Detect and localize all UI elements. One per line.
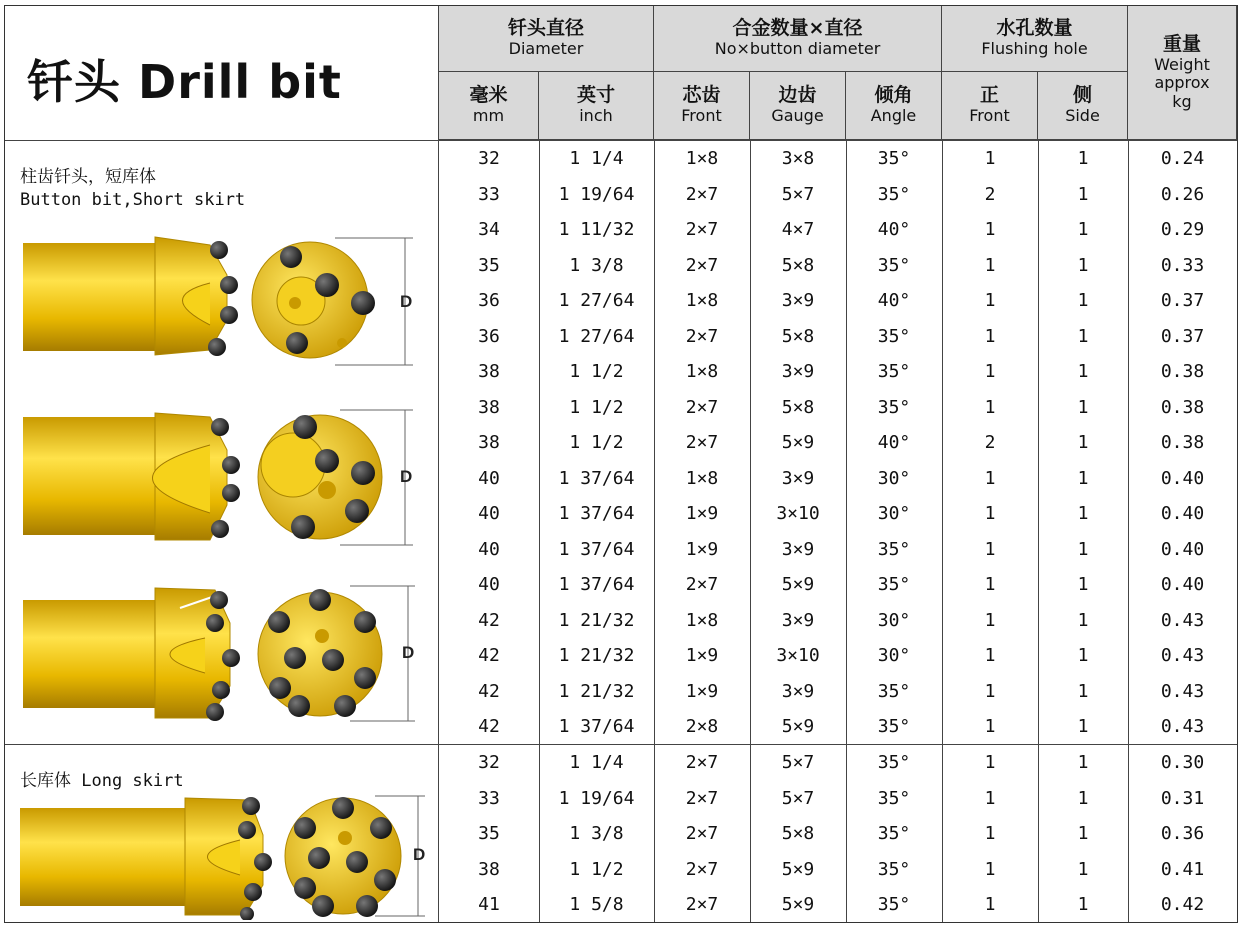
cell-inch: 1 5/8 bbox=[569, 894, 624, 916]
table-row bbox=[439, 887, 1237, 923]
cell-front: 2×7 bbox=[685, 574, 719, 596]
header-angle-en: Angle bbox=[870, 106, 917, 126]
cell-inch: 1 37/64 bbox=[558, 538, 635, 560]
header-diameter bbox=[439, 6, 654, 72]
table-row bbox=[439, 745, 1237, 781]
cell-flush-side: 1 bbox=[1077, 823, 1089, 845]
header-alloy-en: No×button diameter bbox=[714, 39, 881, 59]
cell-front: 2×7 bbox=[685, 823, 719, 845]
table-row bbox=[439, 390, 1237, 426]
cell-inch: 1 21/32 bbox=[558, 645, 635, 667]
cell-inch: 1 37/64 bbox=[558, 574, 635, 596]
cell-inch: 1 1/2 bbox=[569, 858, 624, 880]
cell-gauge: 3×8 bbox=[781, 148, 815, 170]
cell-flush-side: 1 bbox=[1077, 467, 1089, 489]
header-inch-cn: 英寸 bbox=[576, 84, 615, 107]
cell-gauge: 5×7 bbox=[781, 752, 815, 774]
cell-inch: 1 1/2 bbox=[569, 396, 624, 418]
cell-flush-front: 1 bbox=[984, 609, 996, 631]
cell-flush-side: 1 bbox=[1077, 148, 1089, 170]
cell-weight: 0.40 bbox=[1160, 467, 1205, 489]
header-flushing-cn: 水孔数量 bbox=[996, 17, 1073, 40]
drill-bit-illustration-1 bbox=[5, 225, 438, 375]
cell-flush-front: 1 bbox=[984, 858, 996, 880]
cell-weight: 0.38 bbox=[1160, 396, 1205, 418]
cell-angle: 35° bbox=[877, 787, 911, 809]
cell-flush-side: 1 bbox=[1077, 787, 1089, 809]
header-mm-cn: 毫米 bbox=[469, 84, 508, 107]
cell-flush-front: 1 bbox=[984, 361, 996, 383]
cell-flush-front: 1 bbox=[984, 574, 996, 596]
cell-mm: 40 bbox=[478, 538, 500, 560]
cell-inch: 1 19/64 bbox=[558, 183, 635, 205]
cell-front: 2×8 bbox=[685, 716, 719, 738]
table-row bbox=[439, 638, 1237, 674]
cell-angle: 35° bbox=[877, 680, 911, 702]
cell-flush-front: 1 bbox=[984, 254, 996, 276]
cell-weight: 0.37 bbox=[1160, 290, 1205, 312]
cell-mm: 35 bbox=[478, 254, 500, 276]
header-gauge bbox=[750, 72, 846, 140]
header-flushing-en: Flushing hole bbox=[981, 39, 1088, 59]
cell-inch: 1 3/8 bbox=[569, 254, 624, 276]
drill-bit-illustration-3 bbox=[5, 578, 438, 728]
cell-gauge: 5×7 bbox=[781, 183, 815, 205]
cell-angle: 35° bbox=[877, 148, 911, 170]
cell-front: 1×8 bbox=[685, 148, 719, 170]
cell-flush-side: 1 bbox=[1077, 538, 1089, 560]
header-mm bbox=[439, 72, 539, 140]
cell-flush-front: 1 bbox=[984, 680, 996, 702]
cell-mm: 34 bbox=[478, 219, 500, 241]
table-row bbox=[439, 816, 1237, 852]
cell-angle: 35° bbox=[877, 894, 911, 916]
cell-flush-side: 1 bbox=[1077, 609, 1089, 631]
cell-mm: 36 bbox=[478, 325, 500, 347]
cell-inch: 1 1/4 bbox=[569, 148, 624, 170]
cell-weight: 0.30 bbox=[1160, 752, 1205, 774]
cell-front: 2×7 bbox=[685, 858, 719, 880]
cell-gauge: 3×10 bbox=[776, 645, 820, 667]
table-row bbox=[439, 852, 1237, 888]
header-angle-cn: 倾角 bbox=[874, 84, 913, 107]
cell-front: 2×7 bbox=[685, 894, 719, 916]
cell-flush-front: 1 bbox=[984, 645, 996, 667]
cell-flush-front: 1 bbox=[984, 467, 996, 489]
cell-weight: 0.26 bbox=[1160, 183, 1205, 205]
cell-mm: 35 bbox=[478, 823, 500, 845]
cell-angle: 40° bbox=[877, 432, 911, 454]
cell-flush-front: 1 bbox=[984, 148, 996, 170]
table-row bbox=[439, 319, 1237, 355]
header-mm-en: mm bbox=[472, 106, 505, 126]
section-short-skirt-cn: 柱齿钎头，短库体 bbox=[20, 167, 156, 187]
cell-gauge: 3×10 bbox=[776, 503, 820, 525]
cell-inch: 1 37/64 bbox=[558, 467, 635, 489]
cell-flush-side: 1 bbox=[1077, 219, 1089, 241]
cell-angle: 35° bbox=[877, 858, 911, 880]
cell-weight: 0.40 bbox=[1160, 574, 1205, 596]
header-weight-en: Weight bbox=[1154, 54, 1210, 74]
cell-angle: 40° bbox=[877, 219, 911, 241]
cell-gauge: 5×9 bbox=[781, 894, 815, 916]
cell-weight: 0.43 bbox=[1160, 680, 1205, 702]
cell-inch: 1 37/64 bbox=[558, 503, 635, 525]
cell-flush-front: 1 bbox=[984, 538, 996, 560]
header-angle bbox=[846, 72, 942, 140]
cell-angle: 30° bbox=[877, 503, 911, 525]
cell-inch: 1 1/2 bbox=[569, 361, 624, 383]
cell-front: 2×7 bbox=[685, 183, 719, 205]
cell-gauge: 3×9 bbox=[781, 290, 815, 312]
table-row bbox=[439, 567, 1237, 603]
header-front-cn: 芯齿 bbox=[682, 84, 721, 107]
cell-mm: 42 bbox=[478, 645, 500, 667]
cell-front: 2×7 bbox=[685, 254, 719, 276]
dimension-d-label: D bbox=[400, 292, 413, 311]
header-front bbox=[654, 72, 750, 140]
cell-flush-side: 1 bbox=[1077, 645, 1089, 667]
cell-flush-front: 1 bbox=[984, 787, 996, 809]
cell-angle: 35° bbox=[877, 325, 911, 347]
cell-gauge: 5×8 bbox=[781, 325, 815, 347]
cell-weight: 0.37 bbox=[1160, 325, 1205, 347]
cell-gauge: 3×9 bbox=[781, 680, 815, 702]
cell-front: 2×7 bbox=[685, 752, 719, 774]
cell-inch: 1 11/32 bbox=[558, 219, 635, 241]
cell-gauge: 3×9 bbox=[781, 609, 815, 631]
cell-flush-front: 1 bbox=[984, 894, 996, 916]
table-row bbox=[439, 781, 1237, 817]
table-row bbox=[439, 248, 1237, 284]
cell-flush-front: 1 bbox=[984, 823, 996, 845]
header-diameter-en: Diameter bbox=[508, 39, 584, 59]
cell-gauge: 5×9 bbox=[781, 432, 815, 454]
cell-angle: 35° bbox=[877, 254, 911, 276]
cell-angle: 35° bbox=[877, 396, 911, 418]
header-front-en: Front bbox=[681, 106, 722, 126]
cell-flush-side: 1 bbox=[1077, 716, 1089, 738]
cell-mm: 42 bbox=[478, 716, 500, 738]
cell-front: 1×9 bbox=[685, 503, 719, 525]
table-row bbox=[439, 283, 1237, 319]
cell-flush-side: 1 bbox=[1077, 503, 1089, 525]
cell-weight: 0.31 bbox=[1160, 787, 1205, 809]
cell-front: 1×8 bbox=[685, 290, 719, 312]
cell-mm: 32 bbox=[478, 752, 500, 774]
cell-flush-side: 1 bbox=[1077, 361, 1089, 383]
header-weight-cn: 重量 bbox=[1162, 32, 1201, 55]
cell-gauge: 5×8 bbox=[781, 254, 815, 276]
cell-flush-front: 1 bbox=[984, 752, 996, 774]
cell-front: 2×7 bbox=[685, 396, 719, 418]
cell-weight: 0.43 bbox=[1160, 645, 1205, 667]
cell-inch: 1 21/32 bbox=[558, 609, 635, 631]
cell-flush-front: 2 bbox=[984, 183, 996, 205]
table-row bbox=[439, 212, 1237, 248]
cell-flush-side: 1 bbox=[1077, 680, 1089, 702]
cell-front: 2×7 bbox=[685, 432, 719, 454]
section-short-skirt-en: Button bit,Short skirt bbox=[20, 189, 246, 210]
cell-mm: 38 bbox=[478, 858, 500, 880]
header-weight bbox=[1128, 6, 1237, 140]
cell-front: 1×8 bbox=[685, 467, 719, 489]
cell-mm: 33 bbox=[478, 183, 500, 205]
cell-flush-side: 1 bbox=[1077, 574, 1089, 596]
cell-mm: 41 bbox=[478, 894, 500, 916]
table-row bbox=[439, 532, 1237, 568]
cell-angle: 35° bbox=[877, 574, 911, 596]
cell-mm: 38 bbox=[478, 361, 500, 383]
cell-gauge: 5×9 bbox=[781, 716, 815, 738]
cell-flush-front: 1 bbox=[984, 219, 996, 241]
cell-flush-front: 1 bbox=[984, 716, 996, 738]
header-weight-unit: kg bbox=[1172, 91, 1192, 111]
cell-angle: 35° bbox=[877, 183, 911, 205]
cell-weight: 0.41 bbox=[1160, 858, 1205, 880]
cell-mm: 40 bbox=[478, 574, 500, 596]
cell-flush-front: 1 bbox=[984, 396, 996, 418]
cell-angle: 35° bbox=[877, 361, 911, 383]
header-alloy-cn: 合金数量×直径 bbox=[732, 17, 863, 40]
title-cell bbox=[5, 6, 439, 140]
cell-mm: 38 bbox=[478, 396, 500, 418]
cell-angle: 30° bbox=[877, 467, 911, 489]
cell-inch: 1 1/2 bbox=[569, 432, 624, 454]
table-row bbox=[439, 674, 1237, 710]
cell-weight: 0.40 bbox=[1160, 538, 1205, 560]
table-row bbox=[439, 709, 1237, 745]
header-gauge-en: Gauge bbox=[771, 106, 824, 126]
cell-front: 1×8 bbox=[685, 361, 719, 383]
header-flush-front bbox=[942, 72, 1038, 140]
cell-flush-side: 1 bbox=[1077, 183, 1089, 205]
section-long-skirt-cn: 长库体 Long skirt bbox=[20, 771, 184, 791]
table-row bbox=[439, 141, 1237, 177]
table-row bbox=[439, 603, 1237, 639]
cell-weight: 0.40 bbox=[1160, 503, 1205, 525]
dimension-d-label: D bbox=[400, 467, 413, 486]
cell-mm: 40 bbox=[478, 467, 500, 489]
dimension-d-label: D bbox=[402, 643, 415, 662]
cell-front: 1×9 bbox=[685, 538, 719, 560]
cell-front: 2×7 bbox=[685, 219, 719, 241]
cell-gauge: 3×9 bbox=[781, 538, 815, 560]
page-title: 钎头 Drill bit bbox=[27, 55, 342, 109]
cell-flush-side: 1 bbox=[1077, 752, 1089, 774]
header-gauge-cn: 边齿 bbox=[778, 84, 817, 107]
cell-angle: 35° bbox=[877, 538, 911, 560]
cell-inch: 1 27/64 bbox=[558, 325, 635, 347]
table-row bbox=[439, 354, 1237, 390]
cell-weight: 0.33 bbox=[1160, 254, 1205, 276]
cell-gauge: 5×8 bbox=[781, 396, 815, 418]
cell-weight: 0.43 bbox=[1160, 609, 1205, 631]
cell-flush-side: 1 bbox=[1077, 858, 1089, 880]
dimension-d-label: D bbox=[413, 845, 426, 864]
table-row bbox=[439, 425, 1237, 461]
header-inch bbox=[539, 72, 654, 140]
table-row bbox=[439, 177, 1237, 213]
cell-gauge: 3×9 bbox=[781, 361, 815, 383]
cell-inch: 1 27/64 bbox=[558, 290, 635, 312]
cell-angle: 35° bbox=[877, 716, 911, 738]
header-flush-front-en: Front bbox=[969, 106, 1010, 126]
cell-mm: 42 bbox=[478, 609, 500, 631]
cell-weight: 0.29 bbox=[1160, 219, 1205, 241]
cell-gauge: 5×8 bbox=[781, 823, 815, 845]
cell-flush-side: 1 bbox=[1077, 290, 1089, 312]
header-inch-en: inch bbox=[579, 106, 613, 126]
cell-inch: 1 1/4 bbox=[569, 752, 624, 774]
cell-flush-side: 1 bbox=[1077, 894, 1089, 916]
cell-front: 2×7 bbox=[685, 787, 719, 809]
cell-weight: 0.43 bbox=[1160, 716, 1205, 738]
cell-gauge: 5×9 bbox=[781, 858, 815, 880]
cell-weight: 0.24 bbox=[1160, 148, 1205, 170]
cell-mm: 38 bbox=[478, 432, 500, 454]
cell-flush-side: 1 bbox=[1077, 325, 1089, 347]
cell-weight: 0.38 bbox=[1160, 432, 1205, 454]
drill-bit-illustration-long-skirt bbox=[5, 790, 438, 920]
header-diameter-cn: 钎头直径 bbox=[507, 17, 584, 40]
header-alloy bbox=[654, 6, 942, 72]
cell-front: 2×7 bbox=[685, 325, 719, 347]
cell-angle: 35° bbox=[877, 752, 911, 774]
cell-inch: 1 3/8 bbox=[569, 823, 624, 845]
cell-angle: 30° bbox=[877, 609, 911, 631]
header-flush-side bbox=[1038, 72, 1128, 140]
cell-flush-side: 1 bbox=[1077, 254, 1089, 276]
cell-weight: 0.42 bbox=[1160, 894, 1205, 916]
cell-flush-side: 1 bbox=[1077, 396, 1089, 418]
cell-mm: 36 bbox=[478, 290, 500, 312]
cell-inch: 1 19/64 bbox=[558, 787, 635, 809]
cell-angle: 40° bbox=[877, 290, 911, 312]
drill-bit-illustration-2 bbox=[5, 405, 438, 555]
header-flush-side-cn: 侧 bbox=[1072, 84, 1092, 107]
header-flush-side-en: Side bbox=[1065, 106, 1100, 126]
cell-angle: 30° bbox=[877, 645, 911, 667]
cell-weight: 0.38 bbox=[1160, 361, 1205, 383]
cell-flush-front: 1 bbox=[984, 325, 996, 347]
table-row bbox=[439, 461, 1237, 497]
cell-flush-front: 1 bbox=[984, 290, 996, 312]
cell-angle: 35° bbox=[877, 823, 911, 845]
cell-weight: 0.36 bbox=[1160, 823, 1205, 845]
cell-gauge: 4×7 bbox=[781, 219, 815, 241]
header-flush-front-cn: 正 bbox=[979, 84, 999, 107]
cell-mm: 42 bbox=[478, 680, 500, 702]
header-weight-approx: approx bbox=[1154, 73, 1210, 93]
cell-inch: 1 37/64 bbox=[558, 716, 635, 738]
cell-front: 1×9 bbox=[685, 680, 719, 702]
cell-front: 1×8 bbox=[685, 609, 719, 631]
cell-flush-side: 1 bbox=[1077, 432, 1089, 454]
header-flushing bbox=[942, 6, 1128, 72]
cell-mm: 32 bbox=[478, 148, 500, 170]
section-short-skirt-label bbox=[20, 166, 245, 212]
cell-mm: 40 bbox=[478, 503, 500, 525]
cell-gauge: 5×9 bbox=[781, 574, 815, 596]
cell-front: 1×9 bbox=[685, 645, 719, 667]
cell-flush-front: 2 bbox=[984, 432, 996, 454]
cell-mm: 33 bbox=[478, 787, 500, 809]
cell-flush-front: 1 bbox=[984, 503, 996, 525]
table-row bbox=[439, 496, 1237, 532]
cell-gauge: 5×7 bbox=[781, 787, 815, 809]
cell-gauge: 3×9 bbox=[781, 467, 815, 489]
cell-inch: 1 21/32 bbox=[558, 680, 635, 702]
